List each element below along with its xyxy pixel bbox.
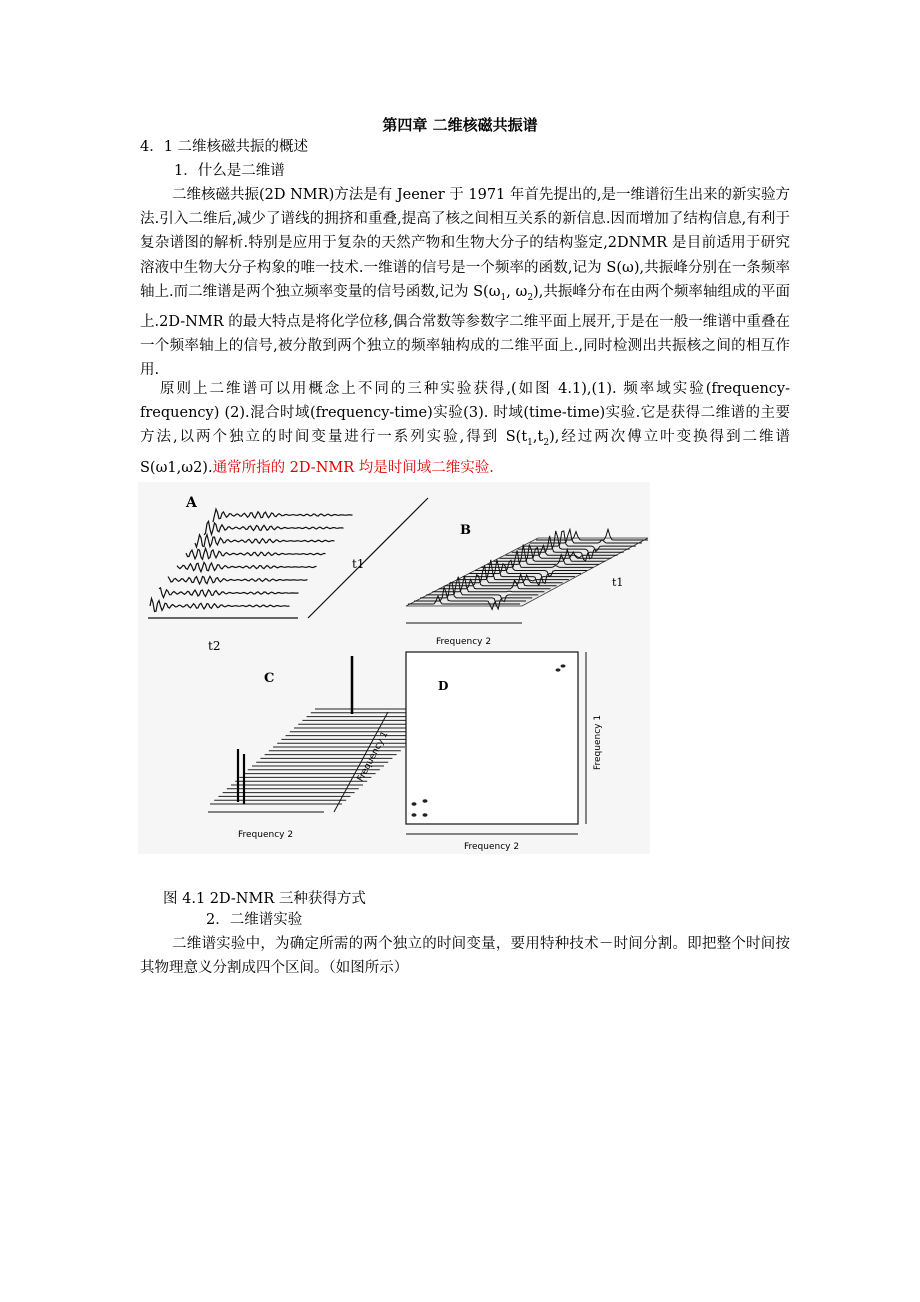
- freq2-label-b: Frequency 2: [436, 637, 492, 647]
- cross-peak: [412, 813, 417, 817]
- panel-a-label: A: [186, 495, 197, 511]
- chapter-title: 第四章 二维核磁共振谱: [382, 116, 538, 134]
- fid-trace: [159, 588, 299, 598]
- panel-c-label: C: [264, 671, 275, 686]
- paragraph-2-subscript-2: 2: [543, 438, 550, 449]
- freq2-label-d: Frequency 2: [464, 842, 520, 852]
- cross-peak: [412, 802, 417, 806]
- fid-trace: [177, 562, 317, 571]
- freq1-label-c: Frequency 1: [355, 730, 391, 784]
- paragraph-1-subscript-1: 1: [500, 292, 507, 303]
- cross-peak: [561, 664, 566, 667]
- panel-b: [406, 523, 648, 647]
- cross-peak: [556, 668, 561, 671]
- fid-trace: [213, 509, 353, 522]
- fid-trace: [195, 535, 335, 547]
- paragraph-2-text-a: 原则上二维谱可以用概念上不同的三种实验获得,(如图 4.1),(1). 频率域实验(frequency- frequency) (2).混合时域(frequency-time)实验(3). 时域(time-time)实验.它是获得二维谱的主要方法,以两个独立的时间变量进行一系列实验,得到 S(t: [140, 381, 790, 446]
- t1-label-a: t1: [352, 557, 365, 571]
- subsection-heading-2: 2．二维谱实验: [206, 912, 303, 928]
- paragraph-1-text-a: 二维核磁共振(2D NMR)方法是有 Jeener 于 1971 年首先提出的,是一维谱衍生出来的新实验方法.引入二维后,减少了谱线的拥挤和重叠,提高了核之间相互关系的新信息.因而增加了结构信息,有利于复杂谱图的解析.特别是应用于复杂的天然产物和生物大分子的结构鉴定,2DNMR 是目前适用于研究溶液中生物大分子构象的唯一技术.一维谱的信号是一个频率的函数,记为 S(ω),共振峰分别在一条频率轴上.而二维谱是两个独立频率变量的信号函数,记为 S(ω: [140, 187, 790, 300]
- section-heading: 4．1 二维核磁共振的概述: [140, 139, 309, 155]
- t1-label-b: t1: [612, 576, 624, 589]
- paragraph-1-text-b: , ω: [506, 283, 528, 300]
- panel-b-label: B: [460, 523, 471, 538]
- t2-label: t2: [208, 639, 221, 653]
- freq2-label-c: Frequency 2: [238, 830, 294, 840]
- panel-a: [148, 495, 428, 653]
- panel-d: [406, 652, 603, 852]
- paragraph-2-text-c: ),经过两次傅立叶变换得到二维谱 S(ω1,ω2).: [140, 429, 791, 476]
- fid-trace: [186, 548, 326, 559]
- panel-d-label: D: [438, 679, 449, 693]
- figure-4-1: [138, 482, 650, 854]
- figure-4-1-drawing: [138, 482, 650, 854]
- panel-d-frame: [406, 652, 578, 824]
- paragraph-2-highlight: 通常所指的 2D-NMR 均是时间域二维实验.: [212, 459, 494, 476]
- fid-trace: [150, 598, 290, 611]
- paragraph-2-text-b: ,t: [532, 429, 544, 446]
- paragraph-2-subscript-1: 1: [527, 438, 533, 449]
- paragraph-3: 二维谱实验中，为确定所需的两个独立的时间变量，要用特种技术－时间分割。即把整个时间按其物理意义分割成四个区间。（如图所示）: [140, 936, 790, 977]
- fid-trace: [168, 576, 308, 584]
- paragraph-1-text-c: ),共振峰分布在由两个频率轴组成的平面上.2D-NMR 的最大特点是将化学位移,偶合常数等参数字二维平面上展开,于是在一般一维谱中重叠在一个频率轴上的信号,被分散到两个独立的频率轴构成的二维平面上.,同时检测出共振核之间的相互作用.: [140, 283, 790, 379]
- fid-trace: [204, 521, 344, 535]
- paragraph-1: [140, 183, 790, 383]
- t1-axis: [308, 498, 428, 618]
- fid-traces: [150, 509, 353, 611]
- subsection-heading-1: 1．什么是二维谱: [174, 163, 285, 179]
- paragraph-1-subscript-2: 2: [527, 292, 534, 303]
- cross-peak: [423, 799, 428, 803]
- paragraph-2: [140, 377, 790, 480]
- freq1-label-d: Frequency 1: [593, 714, 603, 770]
- figure-caption: 图 4.1 2D-NMR 三种获得方式: [163, 891, 366, 907]
- cross-peak: [423, 813, 428, 817]
